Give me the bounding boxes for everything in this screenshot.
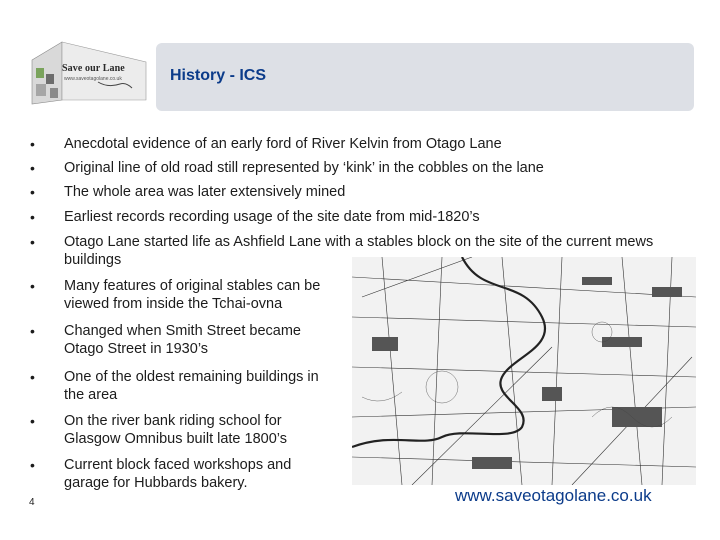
logo-subtext: www.saveotagolane.co.uk (64, 76, 122, 82)
bullet-text: On the river bank riding school for Glasgow Omnibus built late 1800’s (64, 413, 287, 447)
logo-text: Save our Lane (62, 63, 125, 74)
historic-map-image (352, 257, 696, 485)
bullet-icon: • (30, 234, 35, 250)
save-our-lane-logo (28, 40, 152, 106)
website-link[interactable]: www.saveotagolane.co.uk (455, 486, 652, 505)
title-bar (156, 43, 694, 111)
bullet-icon: • (30, 369, 35, 385)
bullet-text: Original line of old road still represented by ‘kink’ in the cobbles on the lane (64, 160, 544, 176)
bullet-icon: • (30, 457, 35, 473)
bullet-text: Current block faced workshops and garage for Hubbards bakery. (64, 457, 292, 491)
bullet-text: Earliest records recording usage of the site date from mid-1820’s (64, 209, 480, 225)
bullet-text: One of the oldest remaining buildings in the area (64, 369, 319, 403)
bullet-text: Otago Lane started life as Ashfield Lane with a stables block on the site of the current mews buildings (64, 234, 654, 268)
bullet-icon: • (30, 160, 35, 176)
bullet-icon: • (30, 209, 35, 225)
bullet-icon: • (30, 323, 35, 339)
page-number: 4 (29, 497, 35, 508)
slide-title: History - ICS (170, 67, 267, 84)
bullet-icon: • (30, 136, 35, 152)
bullet-text: Anecdotal evidence of an early ford of River Kelvin from Otago Lane (64, 136, 502, 152)
map-graphic (352, 257, 696, 485)
bullet-icon: • (30, 413, 35, 429)
bullet-icon: • (30, 278, 35, 294)
bullet-text: Changed when Smith Street became Otago Street in 1930’s (64, 323, 301, 357)
bullet-text: The whole area was later extensively mined (64, 184, 346, 200)
bullet-text: Many features of original stables can be viewed from inside the Tchai-ovna (64, 278, 321, 312)
bullet-icon: • (30, 184, 35, 200)
